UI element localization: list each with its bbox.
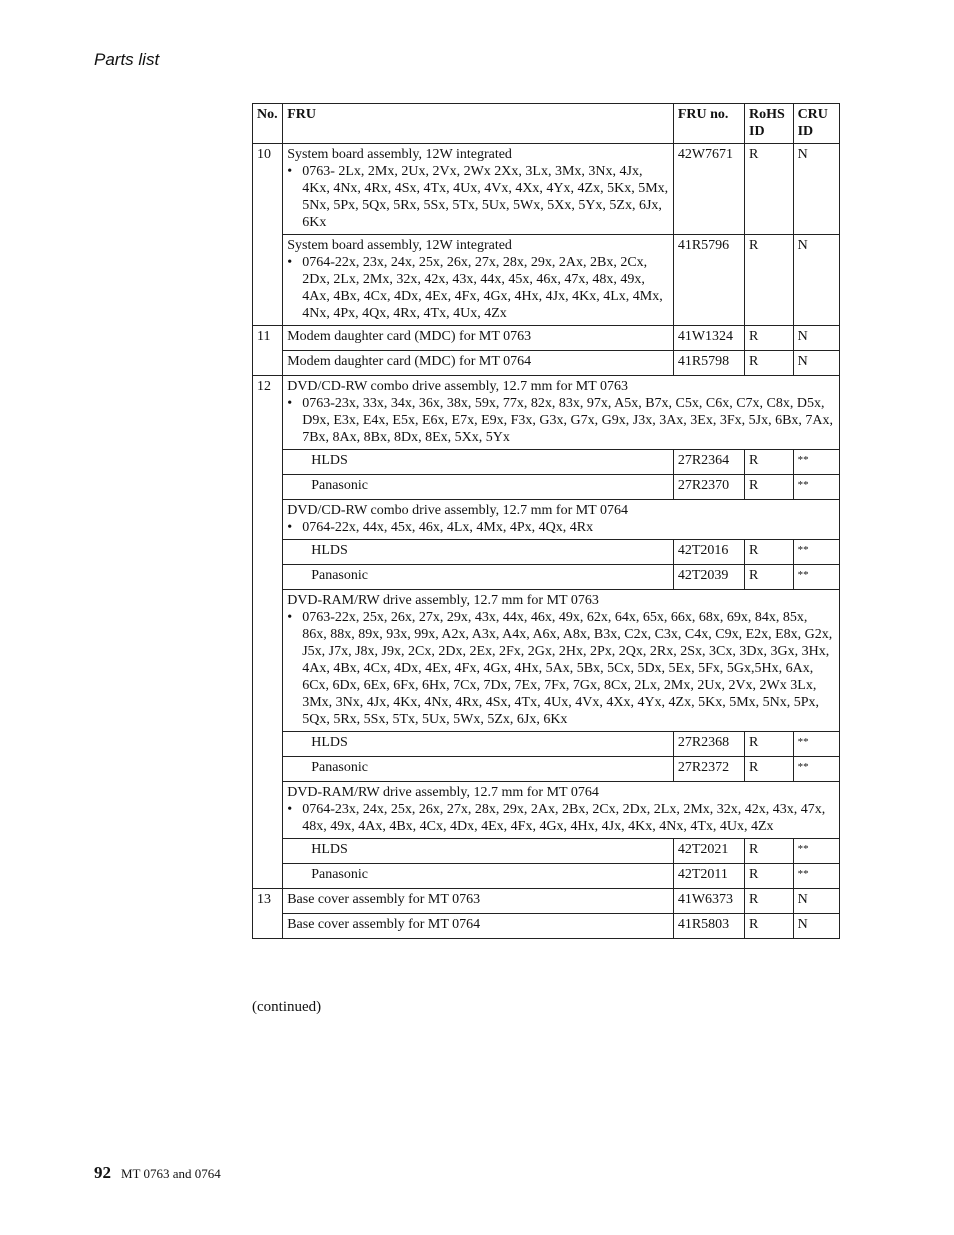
col-header-cru-line2: ID xyxy=(797,124,814,139)
table-row xyxy=(253,782,840,839)
fru-description xyxy=(283,235,674,326)
cru-id: ** xyxy=(793,565,839,590)
bullet-icon: • xyxy=(287,520,293,535)
fru-title: DVD-RAM/RW drive assembly, 12.7 mm for MT 0763 xyxy=(287,593,599,608)
table-row xyxy=(253,500,840,540)
table-header-row xyxy=(253,104,840,144)
cru-id: N xyxy=(793,351,839,376)
item-number: 10 xyxy=(253,144,283,326)
rohs-id: R xyxy=(745,540,794,565)
table-row xyxy=(253,450,840,475)
col-header-rohs-line2: ID xyxy=(749,124,765,139)
rohs-id: R xyxy=(745,326,794,351)
table-row xyxy=(253,235,840,326)
col-header-rohs-line1: RoHS xyxy=(749,107,785,122)
continued-note: (continued) xyxy=(252,999,322,1015)
col-header-fru-no: FRU no. xyxy=(673,104,744,144)
footer-text: MT 0763 and 0764 xyxy=(121,1166,221,1181)
table-row xyxy=(253,864,840,889)
rohs-id: R xyxy=(745,565,794,590)
vendor-name: Panasonic xyxy=(283,757,674,782)
rohs-id: R xyxy=(745,889,794,914)
cru-id: N xyxy=(793,144,839,235)
fru-title: System board assembly, 12W integrated xyxy=(287,147,512,162)
col-header-no: No. xyxy=(253,104,283,144)
item-number: 11 xyxy=(253,326,283,376)
bullet-icon: • xyxy=(287,164,293,179)
model-list: 0764-23x, 24x, 25x, 26x, 27x, 28x, 29x, 2Ax, 2Bx, 2Cx, 2Dx, 2Lx, 2Mx, 32x, 42x, 43x, 47x, 48x, 49x, 4Ax, 4Bx, 4Cx, 4Dx, 4Ex, 4Fx, 4Gx, 4Hx, 4Jx, 4Kx, 4Nx, 4Tx, 4Ux, 4Zx xyxy=(302,802,826,834)
table-row xyxy=(253,590,840,732)
cru-id: ** xyxy=(793,540,839,565)
rohs-id: R xyxy=(745,144,794,235)
vendor-name: Panasonic xyxy=(283,864,674,889)
fru-description: Modem daughter card (MDC) for MT 0763 xyxy=(283,326,674,351)
col-header-cru-line1: CRU xyxy=(797,107,828,122)
rohs-id: R xyxy=(745,450,794,475)
fru-group-description xyxy=(283,590,840,732)
model-list-item xyxy=(287,163,669,231)
table-row xyxy=(253,732,840,757)
fru-number: 42W7671 xyxy=(673,144,744,235)
cru-id: ** xyxy=(793,757,839,782)
fru-number: 27R2364 xyxy=(673,450,744,475)
fru-group-description xyxy=(283,782,840,839)
cru-id: ** xyxy=(793,450,839,475)
fru-title: DVD/CD-RW combo drive assembly, 12.7 mm for MT 0763 xyxy=(287,379,628,394)
vendor-name: HLDS xyxy=(283,839,674,864)
model-list-item xyxy=(287,609,835,728)
rohs-id: R xyxy=(745,235,794,326)
fru-title: System board assembly, 12W integrated xyxy=(287,238,512,253)
col-header-fru: FRU xyxy=(283,104,674,144)
table-row xyxy=(253,565,840,590)
rohs-id: R xyxy=(745,757,794,782)
fru-number: 41W6373 xyxy=(673,889,744,914)
table-row xyxy=(253,326,840,351)
fru-number: 27R2368 xyxy=(673,732,744,757)
bullet-icon: • xyxy=(287,802,293,817)
fru-number: 27R2370 xyxy=(673,475,744,500)
fru-number: 42T2021 xyxy=(673,839,744,864)
model-list: 0764-22x, 23x, 24x, 25x, 26x, 27x, 28x, 29x, 2Ax, 2Bx, 2Cx, 2Dx, 2Lx, 2Mx, 32x, 42x, 43x, 44x, 45x, 46x, 47x, 48x, 49x, 4Ax, 4Bx, 4Cx, 4Dx, 4Ex, 4Fx, 4Gx, 4Hx, 4Jx, 4Kx, 4Lx, 4Mx, 4Nx, 4Px, 4Qx, 4Rx, 4Tx, 4Ux, 4Zx xyxy=(302,255,663,321)
model-list-item xyxy=(287,395,835,446)
table-row xyxy=(253,540,840,565)
cru-id: N xyxy=(793,914,839,939)
table-row xyxy=(253,757,840,782)
page-footer xyxy=(94,1163,221,1183)
fru-number: 42T2016 xyxy=(673,540,744,565)
item-number: 13 xyxy=(253,889,283,939)
rohs-id: R xyxy=(745,914,794,939)
col-header-rohs-id xyxy=(745,104,794,144)
table-row xyxy=(253,351,840,376)
fru-description: Base cover assembly for MT 0763 xyxy=(283,889,674,914)
model-list-item xyxy=(287,519,835,536)
cru-id: ** xyxy=(793,732,839,757)
fru-number: 42T2039 xyxy=(673,565,744,590)
table-row xyxy=(253,475,840,500)
rohs-id: R xyxy=(745,839,794,864)
table-row xyxy=(253,889,840,914)
cru-id: N xyxy=(793,889,839,914)
page-number: 92 xyxy=(94,1163,111,1182)
fru-number: 27R2372 xyxy=(673,757,744,782)
cru-id: ** xyxy=(793,475,839,500)
cru-id: ** xyxy=(793,839,839,864)
cru-id: N xyxy=(793,326,839,351)
table-row xyxy=(253,914,840,939)
section-title: Parts list xyxy=(94,50,160,69)
model-list: 0763- 2Lx, 2Mx, 2Ux, 2Vx, 2Wx 2Xx, 3Lx, 3Mx, 3Nx, 4Jx, 4Kx, 4Nx, 4Rx, 4Sx, 4Tx, 4Ux, 4Vx, 4Xx, 4Yx, 4Zx, 5Kx, 5Mx, 5Nx, 5Px, 5Qx, 5Rx, 5Sx, 5Tx, 5Ux, 5Wx, 5Xx, 5Yx, 5Zx, 6Jx, 6Kx xyxy=(302,164,669,230)
fru-description xyxy=(283,144,674,235)
fru-group-description xyxy=(283,500,840,540)
rohs-id: R xyxy=(745,864,794,889)
fru-title: DVD/CD-RW combo drive assembly, 12.7 mm for MT 0764 xyxy=(287,503,628,518)
fru-number: 41W1324 xyxy=(673,326,744,351)
fru-number: 41R5796 xyxy=(673,235,744,326)
fru-title: DVD-RAM/RW drive assembly, 12.7 mm for MT 0764 xyxy=(287,785,599,800)
parts-table xyxy=(252,103,840,939)
model-list: 0763-23x, 33x, 34x, 36x, 38x, 59x, 77x, 82x, 83x, 97x, A5x, B7x, C5x, C6x, C7x, C8x, D5x, D9x, E3x, E4x, E5x, E6x, E7x, E9x, F3x, G3x, G7x, G9x, J3x, 3Ax, 3Ex, 3Fx, 5Jx, 6Bx, 7Ax, 7Bx, 8Ax, 8Bx, 8Dx, 8Ex, 5Xx, 5Yx xyxy=(302,396,834,445)
vendor-name: Panasonic xyxy=(283,565,674,590)
rohs-id: R xyxy=(745,351,794,376)
vendor-name: Panasonic xyxy=(283,475,674,500)
fru-number: 41R5798 xyxy=(673,351,744,376)
item-number: 12 xyxy=(253,376,283,889)
fru-description: Base cover assembly for MT 0764 xyxy=(283,914,674,939)
fru-description: Modem daughter card (MDC) for MT 0764 xyxy=(283,351,674,376)
rohs-id: R xyxy=(745,475,794,500)
model-list: 0764-22x, 44x, 45x, 46x, 4Lx, 4Mx, 4Px, 4Qx, 4Rx xyxy=(302,520,594,535)
bullet-icon: • xyxy=(287,610,293,625)
model-list-item xyxy=(287,801,835,835)
model-list-item xyxy=(287,254,669,322)
fru-number: 42T2011 xyxy=(673,864,744,889)
fru-group-description xyxy=(283,376,840,450)
bullet-icon: • xyxy=(287,396,293,411)
bullet-icon: • xyxy=(287,255,293,270)
model-list: 0763-22x, 25x, 26x, 27x, 29x, 43x, 44x, 46x, 49x, 62x, 64x, 65x, 66x, 68x, 69x, 84x, 85x, 86x, 88x, 89x, 93x, 99x, A2x, A3x, A4x, A6x, A8x, B3x, C2x, C3x, C4x, C9x, E2x, E8x, G2x, J5x, J7x, J8x, J9x, 2Cx, 2Dx, 2Ex, 2Fx, 2Gx, 2Hx, 2Px, 2Qx, 2Rx, 2Sx, 3Cx, 3Dx, 3Gx, 3Hx, 4Ax, 4Bx, 4Cx, 4Dx, 4Ex, 4Fx, 4Gx, 4Hx, 5Ax, 5Bx, 5Cx, 5Dx, 5Ex, 5Fx, 5Gx,5Hx, 6Ax, 6Cx, 6Dx, 6Ex, 6Fx, 6Hx, 7Cx, 7Dx, 7Ex, 7Fx, 7Gx, 8Cx, 2Lx, 2Mx, 2Ux, 2Vx, 2Wx 3Lx, 3Mx, 3Nx, 4Jx, 4Kx, 4Nx, 4Rx, 4Sx, 4Tx, 4Ux, 4Vx, 4Xx, 4Yx, 4Zx, 5Kx, 5Mx, 5Nx, 5Px, 5Qx, 5Rx, 5Sx, 5Tx, 5Ux, 5Wx, 5Zx, 6Jx, 6Kx xyxy=(302,610,833,727)
col-header-cru-id xyxy=(793,104,839,144)
table-row xyxy=(253,839,840,864)
cru-id: ** xyxy=(793,864,839,889)
fru-number: 41R5803 xyxy=(673,914,744,939)
vendor-name: HLDS xyxy=(283,450,674,475)
table-row xyxy=(253,144,840,235)
vendor-name: HLDS xyxy=(283,732,674,757)
rohs-id: R xyxy=(745,732,794,757)
vendor-name: HLDS xyxy=(283,540,674,565)
table-row xyxy=(253,376,840,450)
cru-id: N xyxy=(793,235,839,326)
